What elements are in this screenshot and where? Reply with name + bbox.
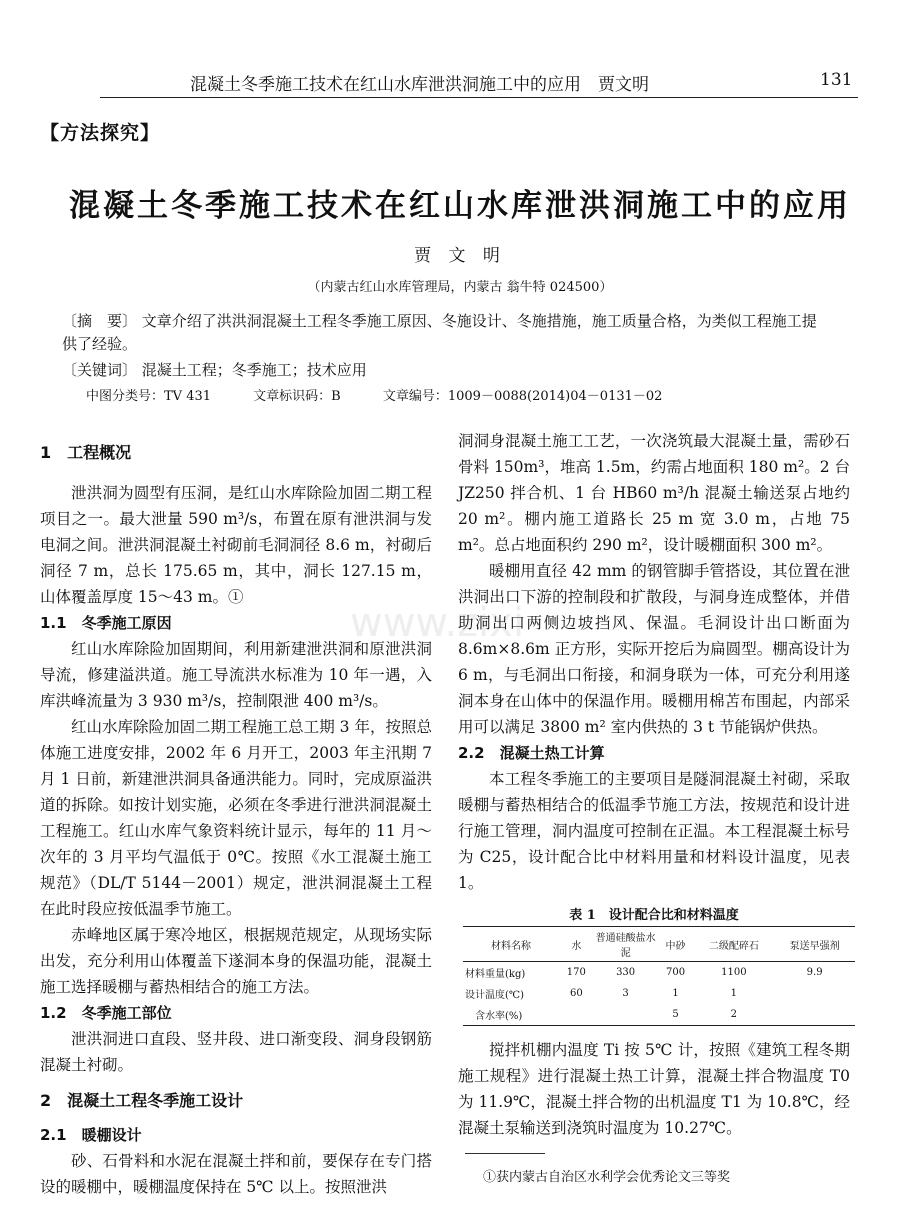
table-cell: 700 — [666, 967, 686, 978]
table-header-cell: 水 — [559, 927, 594, 962]
running-header: 混凝土冬季施工技术在红山水库泄洪洞施工中的应用 贾文明 — [190, 75, 649, 95]
table-cell: 3 — [622, 988, 629, 999]
table-header-cell: 普通硅酸盐水泥 — [594, 927, 658, 962]
table-row — [463, 962, 855, 984]
table-cell: 1 — [672, 988, 679, 999]
page-number: 131 — [820, 70, 853, 90]
paragraph: 赤峰地区属于寒冷地区，根据规范规定，从现场实际出发，充分利用山体覆盖下遂洞本身的保温功能，混凝土施工选择暖棚与蓄热相结合的施工方法。 — [40, 926, 432, 996]
paragraph: 洞洞身混凝土施工工艺，一次浇筑最大混凝土量，需砂石骨料 150m³，堆高 1.5m，约需占地面积 180 m²。2 台 JZ250 拌合机、1 台 HB60 m³/h 混凝土输送泵占地约 20 m²。棚内施工道路长 25 m 宽 3.0 m，占地 75 m²。总占地面积约 290 m²，设计暖棚面积 300 m²。 — [458, 432, 850, 554]
author: 贾 文 明 — [414, 246, 506, 266]
paragraph: 红山水库除险加固二期工程施工总工期 3 年，按照总体施工进度安排，2002 年 6 月开工，2003 年主汛期 7 月 1 日前，新建泄洪洞具备通洪能力。同时，完成原溢洪道的拆除。如按计划实施，必须在冬季进行泄洪洞混凝土工程施工。红山水库气象资料统计显示，每年的 11 月～次年的 3 月平均气温低于 0℃。按照《水工混凝土施工规范》（DL/T 5144－2001）规定，泄洪洞混凝土工程在此时段应按低温季节施工。 — [40, 718, 432, 918]
article-number: 文章编号：1009－0088(2014)04－0131－02 — [382, 389, 663, 404]
table-cell: 330 — [616, 967, 636, 978]
table-header-row — [463, 927, 855, 962]
section-1-1-heading: 1.1 冬季施工原因 — [40, 614, 172, 632]
table-1-title: 表 1 设计配合比和材料温度 — [569, 908, 739, 923]
clc-number: 中图分类号：TV 431 — [86, 389, 212, 404]
table-header-cell: 二级配碎石 — [693, 927, 774, 962]
section-2-2-heading: 2.2 混凝土热工计算 — [458, 744, 605, 762]
table-header-cell: 材料名称 — [463, 927, 559, 962]
paragraph: 暖棚用直径 42 mm 的钢管脚手管搭设，其位置在泄洪洞出口下游的控制段和扩散段，与洞身连成整体，并借助洞出口两侧边坡挡风、保温。毛洞设计出口断面为 8.6m×8.6m 正方形，实际开挖后为扁圆型。棚高设计为 6 m，与毛洞出口衔接，和洞身联为一体，可充分利用遂洞本身在山体中的保温作用。暖棚用棉苫布围起，内部采用可以满足 3800 m² 室内供热的 3 t 节能锅炉供热。 — [458, 562, 850, 736]
section-2-heading: 2 混凝土工程冬季施工设计 — [40, 1091, 244, 1110]
table-cell: 材料重量(kg) — [465, 969, 526, 980]
header-rule — [100, 97, 858, 98]
right-column-bottom — [458, 1037, 850, 1141]
affiliation: （内蒙古红山水库管理局，内蒙古 翁牛特 024500） — [307, 280, 613, 295]
right-column — [458, 428, 850, 896]
article-meta — [86, 385, 846, 404]
table-cell: 1100 — [721, 967, 747, 978]
table-cell: 5 — [658, 1004, 694, 1026]
table-cell: 2 — [693, 1004, 774, 1026]
keywords: 〔关键词〕 混凝土工程；冬季施工；技术应用 — [62, 361, 367, 379]
table-cell — [594, 1004, 658, 1026]
table-cell — [559, 1004, 594, 1026]
section-tag: 【方法探究】 — [40, 122, 161, 144]
section-1-heading: 1 工程概况 — [40, 443, 132, 462]
table-cell: 含水率(%) — [463, 1004, 559, 1026]
table-row — [463, 983, 855, 1004]
footnote: ①获内蒙古自治区水利学会优秀论文三等奖 — [483, 1170, 731, 1185]
paragraph: 泄洪洞进口直段、竖井段、进口渐变段、洞身段钢筋混凝土衬砌。 — [40, 1030, 432, 1074]
table-cell — [774, 1004, 855, 1026]
paragraph: 本工程冬季施工的主要项目是隧洞混凝土衬砌，采取暖棚与蓄热相结合的低温季节施工方法，按规范和设计进行施工管理，洞内温度可控制在正温。本工程混凝土标号为 C25，设计配合比中材料用量和材料设计温度，见表 1。 — [458, 770, 850, 892]
table-header-cell: 中砂 — [658, 927, 694, 962]
table-header-cell: 泵送早强剂 — [774, 927, 855, 962]
paragraph: 泄洪洞为圆型有压洞，是红山水库除险加固二期工程项目之一。最大泄量 590 m³/s，布置在原有泄洪洞与发电洞之间。泄洪洞混凝土衬砌前毛洞洞径 8.6 m，衬砌后洞径 7 m，总长 175.65 m，其中，洞长 127.15 m，山体覆盖厚度 15～43 m。① — [40, 484, 432, 606]
footnote-rule — [465, 1153, 545, 1154]
abstract: 〔摘 要〕 文章介绍了洪洪洞混凝土工程冬季施工原因、冬施设计、冬施措施，施工质量合格，为类似工程施工提供了经验。 — [62, 312, 817, 353]
doc-code: 文章标识码：B — [253, 389, 341, 404]
table-cell — [774, 983, 855, 1004]
article-title: 混凝土冬季施工技术在红山水库泄洪洞施工中的应用 — [69, 188, 851, 224]
section-2-1-heading: 2.1 暖棚设计 — [40, 1126, 142, 1144]
table-cell: 设计温度(℃) — [465, 990, 524, 1001]
section-1-2-heading: 1.2 冬季施工部位 — [40, 1004, 172, 1022]
table-cell: 60 — [569, 988, 583, 999]
watermark: www.zixi — [350, 600, 525, 646]
paragraph: 红山水库除险加固期间，利用新建泄洪洞和原泄洪洞导流，修建溢洪道。施工导流洪水标准为 10 年一遇，入库洪峰流量为 3 930 m³/s，控制限泄 400 m³/s。 — [40, 640, 432, 710]
table-1 — [463, 926, 855, 1026]
left-column — [40, 440, 432, 1200]
table-cell: 1 — [730, 988, 738, 999]
table-cell: 9.9 — [806, 967, 823, 978]
table-cell: 170 — [566, 967, 586, 978]
paragraph: 砂、石骨料和水泥在混凝土拌和前，要保存在专门搭设的暖棚中，暖棚温度保持在 5℃ 以上。按照泄洪 — [40, 1152, 432, 1196]
table-row — [463, 1004, 855, 1026]
paragraph: 搅拌机棚内温度 Ti 按 5℃ 计，按照《建筑工程冬期施工规程》进行混凝土热工计算，混凝土拌合物温度 T0 为 11.9℃，混凝土拌合物的出机温度 T1 为 10.8℃，经混凝土泵输送到浇筑时温度为 10.27℃。 — [458, 1041, 850, 1137]
